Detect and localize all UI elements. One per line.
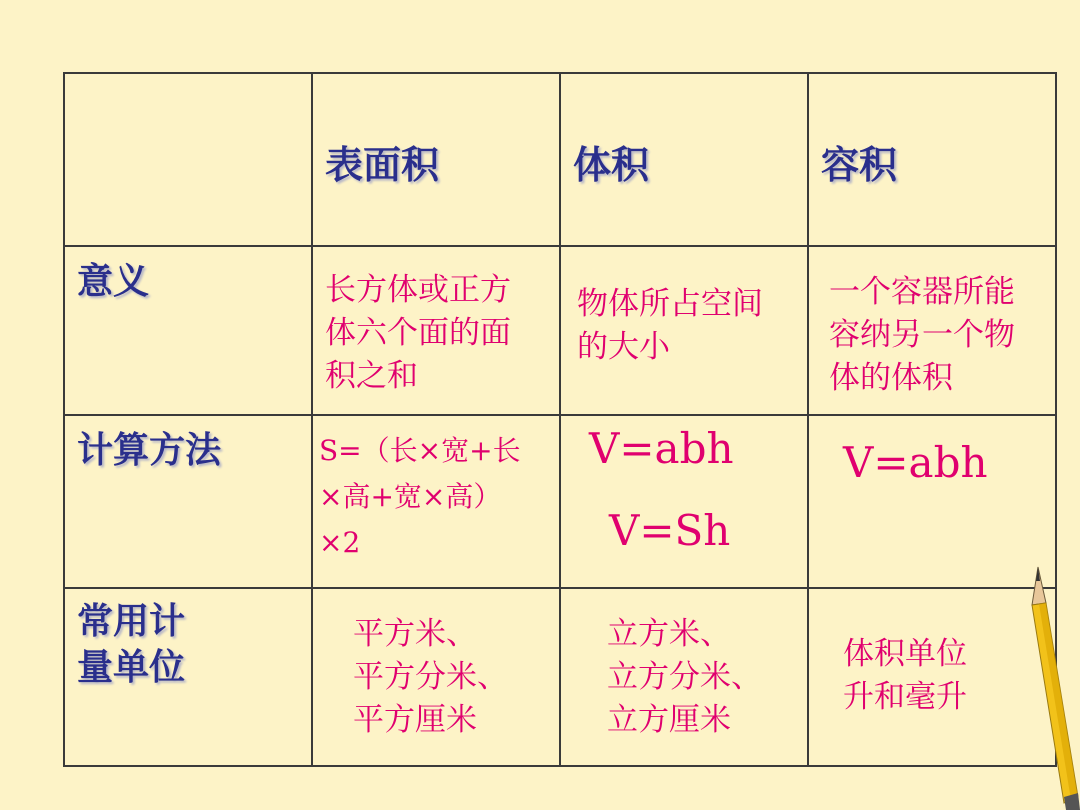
meaning-surface-text: 长方体或正方 体六个面的面 积之和: [325, 272, 511, 394]
comparison-table: [63, 72, 1057, 767]
surface-units-text: 平方米、 平方分米、 平方厘米: [353, 616, 508, 738]
surface-area-formula: S=（长×宽+长 ×高+宽×高） ×2: [319, 434, 521, 559]
header-cell-empty: [64, 73, 312, 246]
table-row-units: [64, 588, 1056, 766]
table-header-row: [64, 73, 1056, 246]
table-row-meaning: [64, 246, 1056, 415]
header-cell-capacity: [808, 73, 1056, 246]
row-label-units: 常用计 量单位: [77, 601, 186, 688]
cell-units-capacity: [808, 588, 1056, 766]
header-capacity: 容积: [821, 143, 898, 187]
header-cell-volume: [560, 73, 808, 246]
header-cell-surface-area: [312, 73, 560, 246]
meaning-volume-text: 物体所占空间 的大小: [577, 286, 763, 365]
cell-units-volume: [560, 588, 808, 766]
header-surface-area: 表面积: [325, 143, 440, 187]
volume-formula-sh: V=Sh: [609, 506, 731, 555]
cell-meaning-volume: [560, 246, 808, 415]
cell-units-surface: [312, 588, 560, 766]
header-volume: 体积: [573, 143, 650, 187]
row-label-cell-units: [64, 588, 312, 766]
capacity-formula: V=abh: [843, 438, 988, 487]
cell-meaning-surface: [312, 246, 560, 415]
table-row-calculation: [64, 415, 1056, 588]
row-label-meaning: 意义: [77, 261, 150, 302]
row-label-cell-calculation: [64, 415, 312, 588]
row-label-cell-meaning: [64, 246, 312, 415]
row-label-calculation: 计算方法: [77, 430, 222, 471]
meaning-capacity-text: 一个容器所能 容纳另一个物 体的体积: [829, 274, 1015, 396]
cell-calc-volume: [560, 415, 808, 588]
capacity-units-text: 体积单位 升和毫升: [843, 636, 967, 715]
pencil-icon: [1026, 565, 1080, 810]
cell-calc-capacity: [808, 415, 1056, 588]
volume-units-text: 立方米、 立方分米、 立方厘米: [607, 616, 762, 738]
cell-calc-surface: [312, 415, 560, 588]
volume-formula-abh: V=abh: [589, 424, 734, 473]
cell-meaning-capacity: [808, 246, 1056, 415]
